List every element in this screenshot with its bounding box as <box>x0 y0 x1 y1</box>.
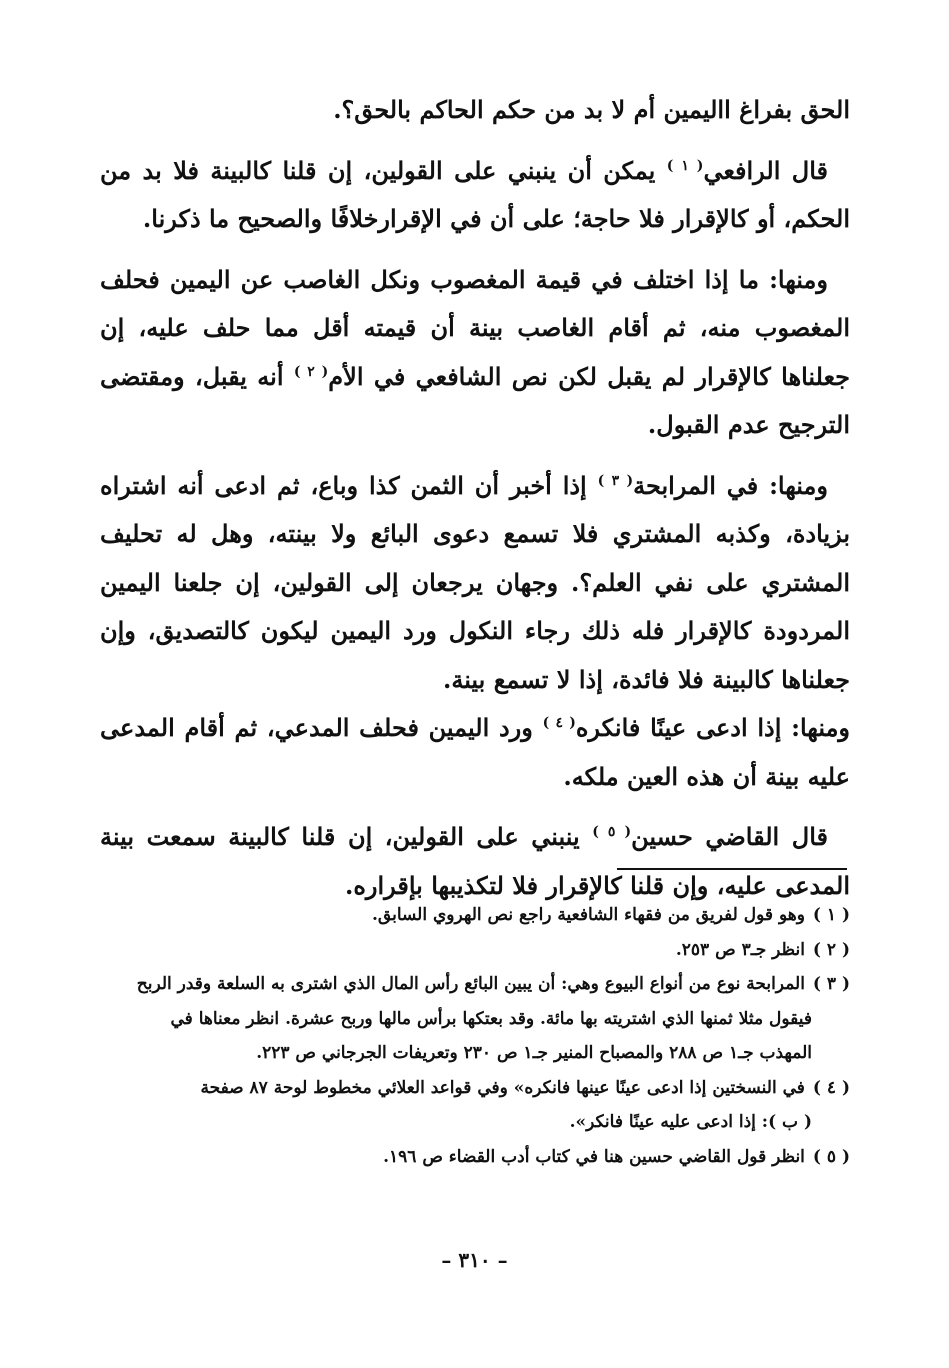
footnote-ref-2: ( ٢ ) <box>293 363 329 380</box>
footnote-text: فيقول مثلا ثمنها الذي اشتريته بها مائة. وقد بعتكها برأس مالها وربح عشرة. انظر معناها في <box>170 1008 812 1029</box>
footnote-text: وهو قول لفريق من فقهاء الشافعية راجع نص الهروي السابق. <box>372 905 805 925</box>
footnote-text: المرابحة نوع من أنواع البيوع وهي: أن يبين البائع رأس المال الذي اشترى به السلعة وقدر الربح <box>136 974 805 994</box>
footnote-number: ( ٣ ) <box>812 974 850 994</box>
page-number: – ٣١٠ – <box>441 1248 508 1272</box>
footnote-ref-4: ( ٤ ) <box>542 715 576 731</box>
paragraph-1: الحق بفراغ االيمين أم لا بد من حكم الحاكم بالحق؟. <box>333 95 850 124</box>
footnote-text: ( ب ): إذا ادعى عليه عينًا فانكر». <box>569 1112 812 1132</box>
paragraph-3: ومنها: ما إذا اختلف في قيمة المغصوب ونكل الغاصب عن اليمين فحلف المغصوب منه، ثم أقام الغاصب بينة أن قيمته أقل مما حلف عليه، إن جعلناها كالإقرار لم يقبل لكن نص الشافعي في الأم$^{( ٢ )}$ أنه يقبل، ومقتضى الترجيح عدم القبول. <box>100 264 851 439</box>
footnote-number: ( ٥ ) <box>812 1146 850 1167</box>
footnote-text: انظر جـ٣ ص ٢٥٣. <box>675 939 805 960</box>
footnote-1 <box>108 898 850 933</box>
paragraph-2: قال الرافعي$^{( ١ )}$ يمكن أن ينبني على القولين، إن قلنا كالبينة فلا بد من الحكم، أو كالإقرار فلا حاجة؛ على أن في الإقرارخلافًا والصحيح ما ذكرنا. <box>100 155 850 233</box>
footnote-number: ( ٤ ) <box>812 1077 850 1098</box>
footnote-text: انظر قول القاضي حسين هنا في كتاب أدب القضاء ص ١٩٦. <box>383 1146 805 1167</box>
footnote-3 <box>108 967 850 1071</box>
footnote-text: في النسختين إذا ادعى عينًا عينها فانكره» وفي قواعد العلائي مخطوط لوحة ٨٧ صفحة <box>200 1077 805 1098</box>
footnote-ref-1: ( ١ ) <box>666 157 704 174</box>
footnote-number: ( ٢ ) <box>812 939 850 960</box>
footnote-ref-5: ( ٥ ) <box>592 824 632 840</box>
footnote-4 <box>108 1071 850 1140</box>
footnote-separator <box>617 868 847 870</box>
paragraph-4: ومنها: في المرابحة$^{( ٣ )}$ إذا أخبر أن الثمن كذا وباع، ثم ادعى أنه اشتراه بزيادة، وكذبه المشتري فلا تسمع دعوى البائع ولا بينته، وهل له تحليف المشتري على نفي العلم؟. وجهان يرجعان إلى القولين، إن جلعنا اليمين المردودة كالإقرار فله ذلك رجاء النكول ورد اليمين ليكون كالتصديق، وإن جعلناها كالبينة فلا فائدة، إذا لا تسمع بينة. <box>100 470 850 694</box>
footnote-ref-3: ( ٣ ) <box>597 472 634 489</box>
footnote-number: ( ١ ) <box>812 905 850 925</box>
footnote-5 <box>108 1140 850 1175</box>
footnote-2 <box>108 933 850 968</box>
paragraph-6: قال القاضي حسين$^{( ٥ )}$ ينبني على القولين، إن قلنا كالبينة سمعت بينة المدعى عليه، وإن قلنا كالإقرار فلا لتكذيبها بإقراره. <box>100 822 850 900</box>
footnote-text: المهذب جـ١ ص ٢٨٨ والمصباح المنير جـ١ ص ٢٣٠ وتعريفات الجرجاني ص ٢٢٣. <box>256 1043 812 1063</box>
footnotes <box>108 898 850 1174</box>
paragraph-5: ومنها: إذا ادعى عينًا فانكره$^{( ٤ )}$ ورد اليمين فحلف المدعي، ثم أقام المدعى عليه بينة أن هذه العين ملكه. <box>100 713 851 791</box>
main-text <box>100 86 850 922</box>
